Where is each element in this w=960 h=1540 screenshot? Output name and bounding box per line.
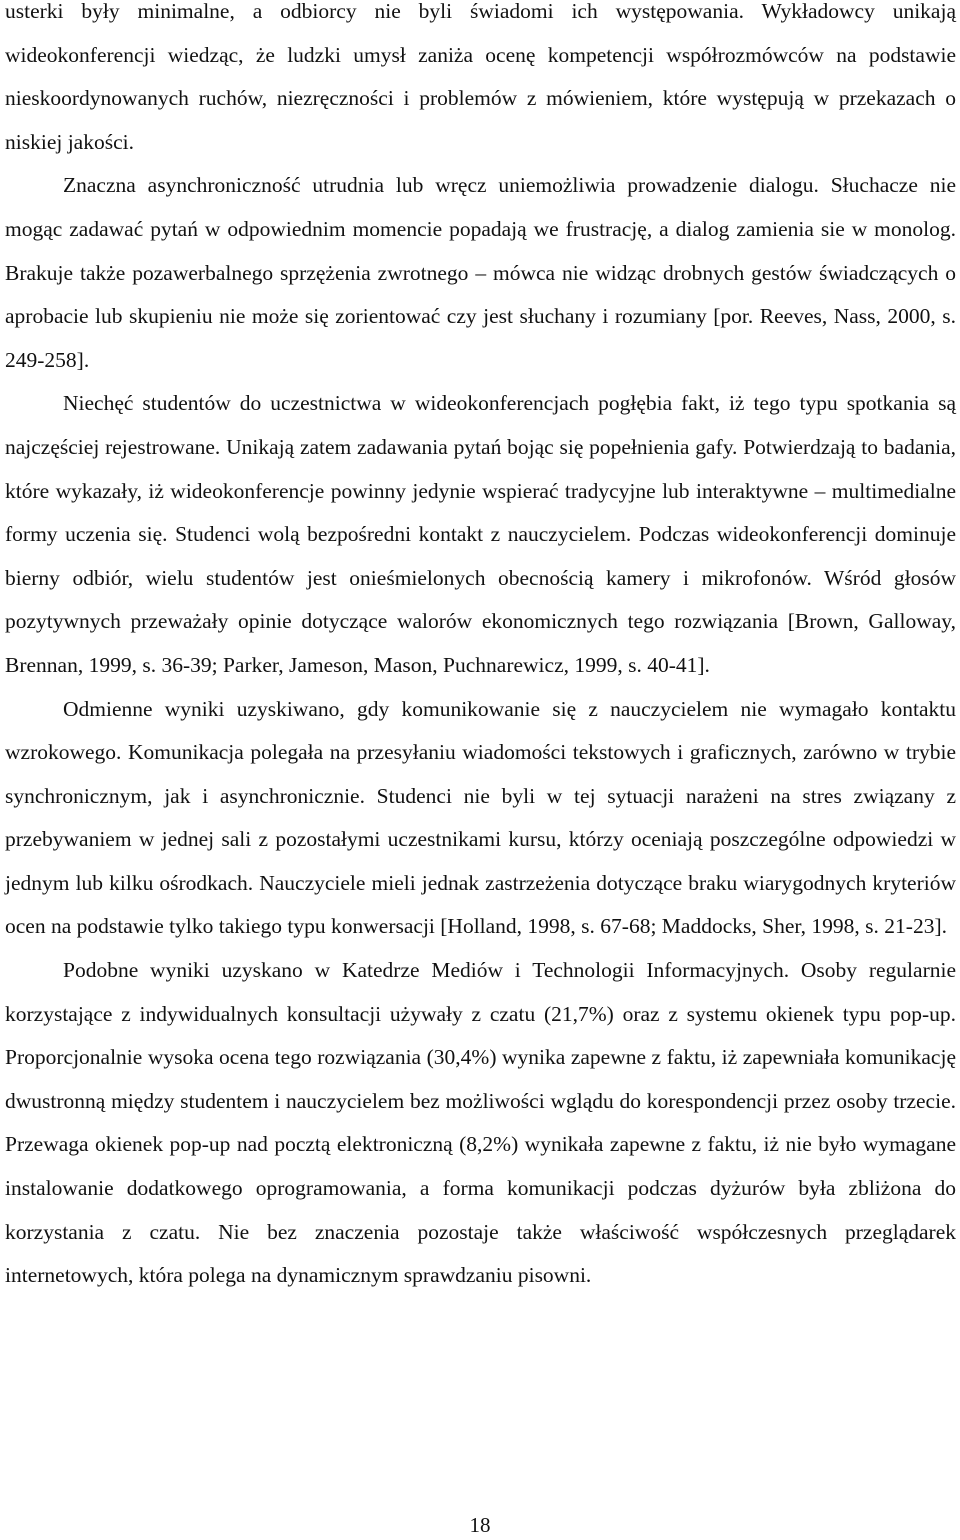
paragraph-text-communication: Odmienne wyniki uzyskiwano, gdy komunikowanie się z nauczycielem nie wymagało kontaktu wzrokowego. Komunikacja polegała na przesyłaniu wiadomości tekstowych i graficznych, zarówno w trybie synchronicznym, jak i asynchronicznie. Studenci nie byli w tej sytuacji narażeni na stres związany z przebywaniem w jednej sali z pozostałymi uczestnikami kursu, którzy oceniają poszczególne odpowiedzi w jednym lub kilku ośrodkach. Nauczyciele mieli jednak zastrzeżenia dotyczące braku wiarygodnych kryteriów ocen na podstawie tylko takiego typu konwersacji [Holland, 1998, s. 67-68; Maddocks, Sher, 1998, s. 21-23]. [5,696,956,939]
page-number: 18 [469,1513,491,1537]
paragraph-department-results: Podobne wyniki uzyskano w Katedrze Mediów i Technologii Informacyjnych. Osoby regularnie korzystające z indywidualnych konsultacji używały z czatu (21,7%) oraz z systemu okienek typu pop-up. Proporcjonalnie wysoka ocena tego rozwiązania (30,4%) wynika zapewne z faktu, iż zapewniała komunikację dwustronną między studentem i nauczycielem bez możliwości wglądu do korespondencji przez osoby trzecie. Przewaga okienek pop-up nad pocztą elektroniczną (8,2%) wynikała zapewne z faktu, iż nie było wymagane instalowanie dodatkowego oprogramowania, a forma komunikacji podczas dyżurów była zbliżona do korzystania z czatu. Nie bez znaczenia pozostaje także właściwość współczesnych przeglądarek internetowych, która polega na dynamicznym sprawdzaniu pisowni. [5,958,956,1288]
paragraph-student-reluctance: Niechęć studentów do uczestnictwa w wideokonferencjach pogłębia fakt, iż tego typu spotkania są najczęściej rejestrowane. Unikają zatem zadawania pytań bojąc się popełnienia gafy. Potwierdzają to badania, które wykazały, iż wideokonferencje powinny jedynie wspierać tradycyjne lub interaktywne – multimedialne formy uczenia się. Studenci wolą bezpośredni kontakt z nauczycielem. Podczas wideokonferencji dominuje bierny odbiór, wielu studentów jest onieśmielonych obecnością kamery i mikrofonów. Wśród głosów pozytywnych przeważały opinie dotyczące walorów ekonomicznych tego rozwiązania [Brown, Galloway, Brennan, 1999, s. 36-39; Parker, Jameson, Mason, Puchnarewicz, 1999, s. 40-41]. [5,391,956,677]
page-body [5,0,956,1298]
paragraph-asynchronicity: Znaczna asynchroniczność utrudnia lub wręcz uniemożliwia prowadzenie dialogu. Słuchacze nie mogąc zadawać pytań w odpowiednim momencie popadają we frustrację, a dialog zamienia sie w monolog. Brakuje także pozawerbalnego sprzężenia zwrotnego – mówca nie widząc drobnych gestów świadczących o aprobacie lub skupieniu nie może się zorientować czy jest słuchany i rozumiany [por. Reeves, Nass, 2000, s. 249-258]. [5,173,956,372]
paragraph-continuation: usterki były minimalne, a odbiorcy nie byli świadomi ich występowania. Wykładowcy unikają wideokonferencji wiedząc, że ludzki umysł zaniża ocenę kompetencji współrozmówców na podstawie nieskoordynowanych ruchów, niezręczności i problemów z mówieniem, które występują w przekazach o niskiej jakości. [5,0,956,154]
